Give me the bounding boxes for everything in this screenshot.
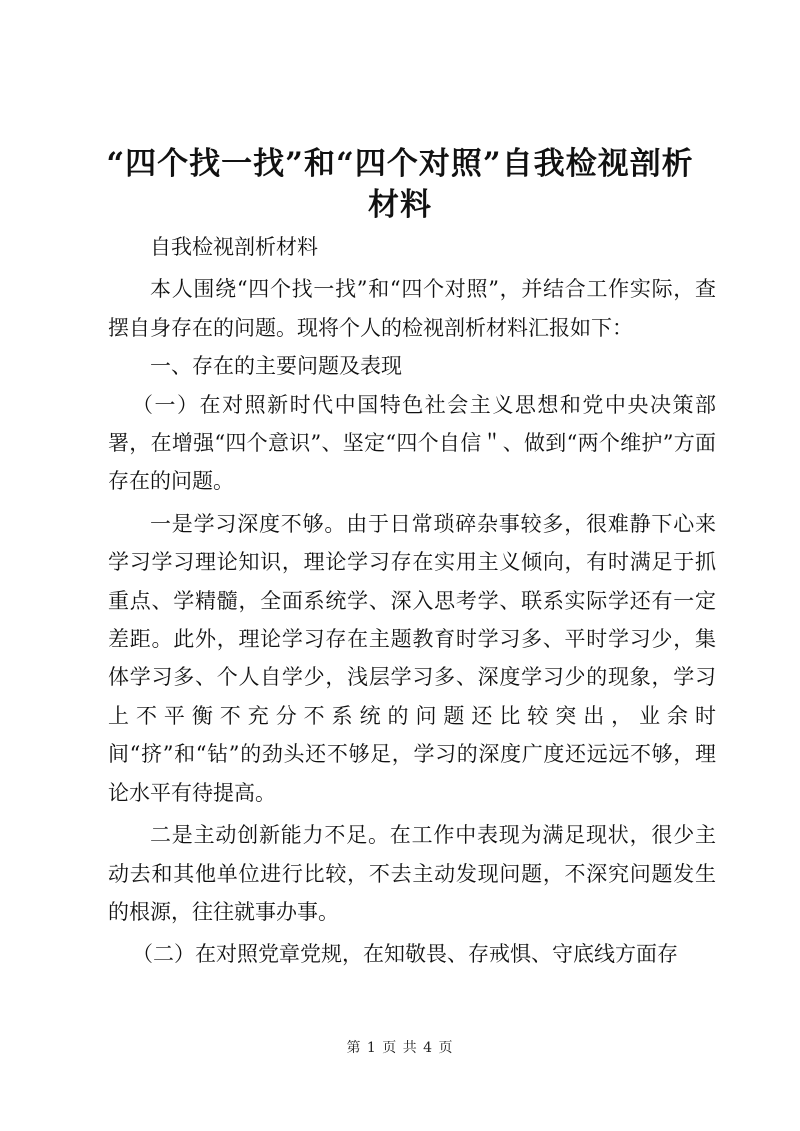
document-title-line-2: 材料 xyxy=(368,187,432,223)
subtitle-paragraph: 自我检视剖析材料 xyxy=(150,235,318,259)
body-paragraph-2: 二是主动创新能力不足。在工作中表现为满足现状，很少主动去和其他单位进行比较，不去主动发现问题，不深究问题发生的根源，往往就事办事。 xyxy=(108,823,716,924)
page-indicator: 第 1 页 共 4 页 xyxy=(346,1040,454,1056)
subsection-heading-2: （二）在对照党章党规，在知敬畏、存戒惧、守底线方面存 xyxy=(132,942,678,967)
section-heading: 一、存在的主要问题及表现 xyxy=(150,354,402,379)
subsection-heading-1: （一）在对照新时代中国特色社会主义思想和党中央决策部署，在增强“四个意识”、坚定“四个自信＂、做到“两个维护”方面存在的问题。 xyxy=(108,392,716,494)
intro-paragraph: 本人围绕“四个找一找”和“四个对照”，并结合工作实际，查摆自身存在的问题。现将个人的检视剖析材料汇报如下： xyxy=(108,277,716,340)
document-body xyxy=(108,228,716,974)
document-title-line-1: “四个找一找”和“四个对照”自我检视剖析 xyxy=(106,146,694,182)
body-paragraph-1: 一是学习深度不够。由于日常琐碎杂事较多，很难静下心来学习学习理论知识，理论学习存在实用主义倾向，有时满足于抓重点、学精髓，全面系统学、深入思考学、联系实际学还有一定差距。此外，理论学习存在主题教育时学习多、平时学习少，集体学习多、个人自学少，浅层学习多、深度学习少的现象，学习上不平衡不充分不系统的问题还比较突出，业余时间“挤”和“钻”的劲头还不够足，学习的深度广度还远远不够，理论水平有待提高。 xyxy=(108,511,716,805)
